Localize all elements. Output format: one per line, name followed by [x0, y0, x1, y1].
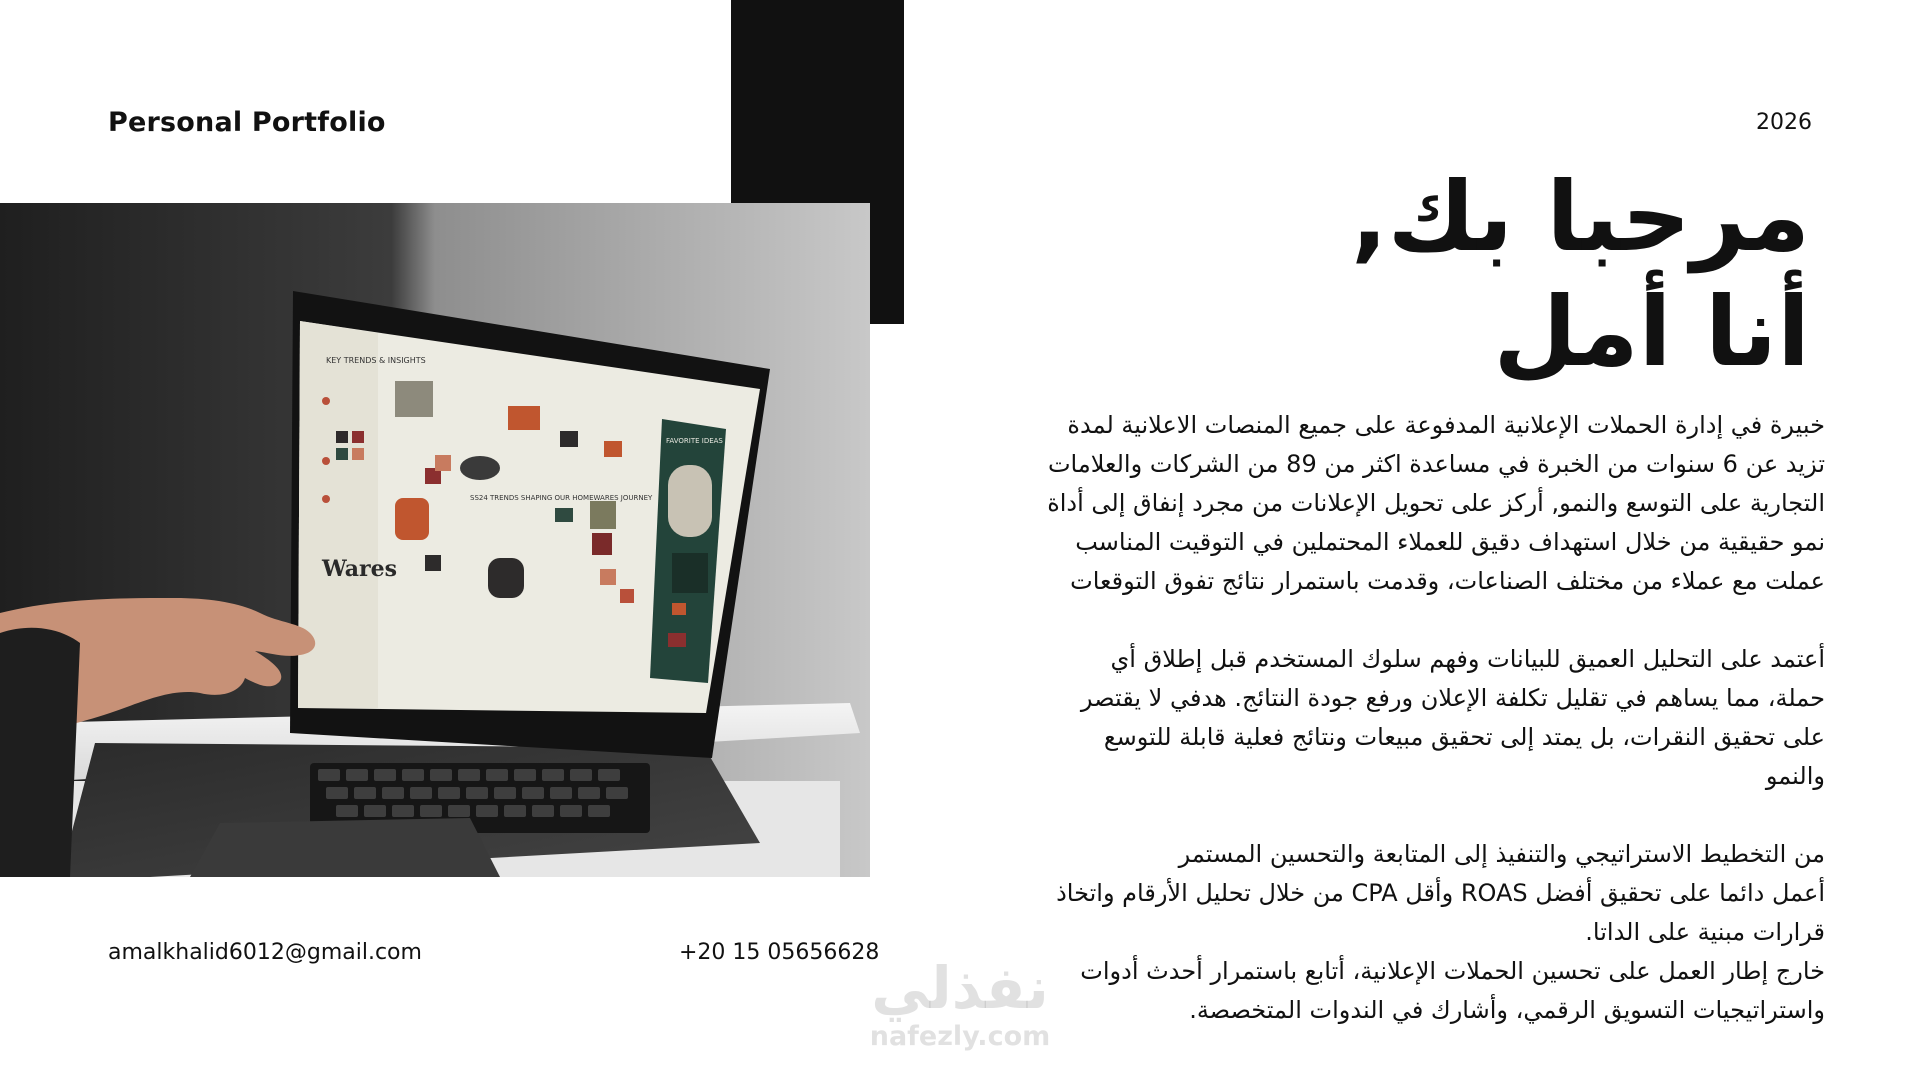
phone-number[interactable]: +20 15 05656628 — [679, 940, 880, 965]
email-address[interactable]: amalkhalid6012@gmail.com — [108, 940, 422, 965]
sleeve — [0, 628, 80, 877]
watermark-latin: nafezly.com — [869, 1021, 1051, 1052]
laptop-photo — [0, 203, 870, 877]
greeting-line-1: مرحبا بك, — [1351, 161, 1810, 273]
bio-line: حملة، مما يساهم في تقليل تكلفة الإعلان ورفع جودة النتائج. هدفي لا يقتصر — [1080, 684, 1825, 712]
bio-line: نمو حقيقية من خلال استهداف دقيق للعملاء المحتملين في التوقيت المناسب — [1075, 528, 1825, 556]
bio-line: خارج إطار العمل على تحسين الحملات الإعلانية، أتابع باستمرار أحدث أدوات — [1080, 957, 1825, 985]
screen-heading: KEY TRENDS & INSIGHTS — [326, 356, 426, 365]
screen-center-text: SS24 TRENDS SHAPING OUR HOMEWARES JOURNEY — [470, 494, 653, 502]
greeting-heading — [1110, 160, 1810, 390]
bio-line: أعمل دائما على تحقيق أفضل ROAS وأقل CPA من خلال تحليل الأرقام واتخاذ — [1056, 879, 1825, 907]
year-label: 2026 — [1756, 110, 1812, 135]
bio-line: تزيد عن 6 سنوات من الخبرة في مساعدة اكثر من 89 من الشركات والعلامات — [1047, 450, 1825, 478]
bio-line: قرارات مبنية على الداتا. — [1585, 918, 1825, 946]
greeting-line-2: أنا أمل — [1493, 276, 1810, 388]
bio-paragraph-1 — [940, 406, 1825, 601]
bio-line: واستراتيجيات التسويق الرقمي، وأشارك في الندوات المتخصصة. — [1189, 996, 1825, 1024]
portfolio-title: Personal Portfolio — [108, 107, 386, 138]
screen-side-text: FAVORITE IDEAS — [666, 437, 723, 445]
bio-text — [940, 406, 1825, 1030]
bio-paragraph-3 — [940, 835, 1825, 1030]
bio-line: على تحقيق النقرات، بل يمتد إلى تحقيق مبيعات ونتائج فعلية قابلة للتوسع — [1103, 723, 1825, 751]
watermark-arabic: نفذلي — [871, 954, 1049, 1022]
bio-paragraph-2 — [940, 640, 1825, 796]
bio-line: أعتمد على التحليل العميق للبيانات وفهم سلوك المستخدم قبل إطلاق أي — [1110, 645, 1825, 673]
bio-line: عملت مع عملاء من مختلف الصناعات، وقدمت باستمرار نتائج تفوق التوقعات — [1070, 567, 1825, 595]
bio-line: والنمو — [1765, 762, 1825, 790]
bio-line: التجارية على التوسع والنمو, أركز على تحويل الإعلانات من مجرد إنفاق إلى أداة — [1047, 489, 1825, 517]
trackpad — [190, 818, 500, 877]
bio-line: من التخطيط الاستراتيجي والتنفيذ إلى المتابعة والتحسين المستمر — [1178, 840, 1825, 868]
bio-line: خبيرة في إدارة الحملات الإعلانية المدفوعة على جميع المنصات الاعلانية لمدة — [1067, 411, 1825, 439]
screen-brand: Wares — [322, 556, 398, 582]
